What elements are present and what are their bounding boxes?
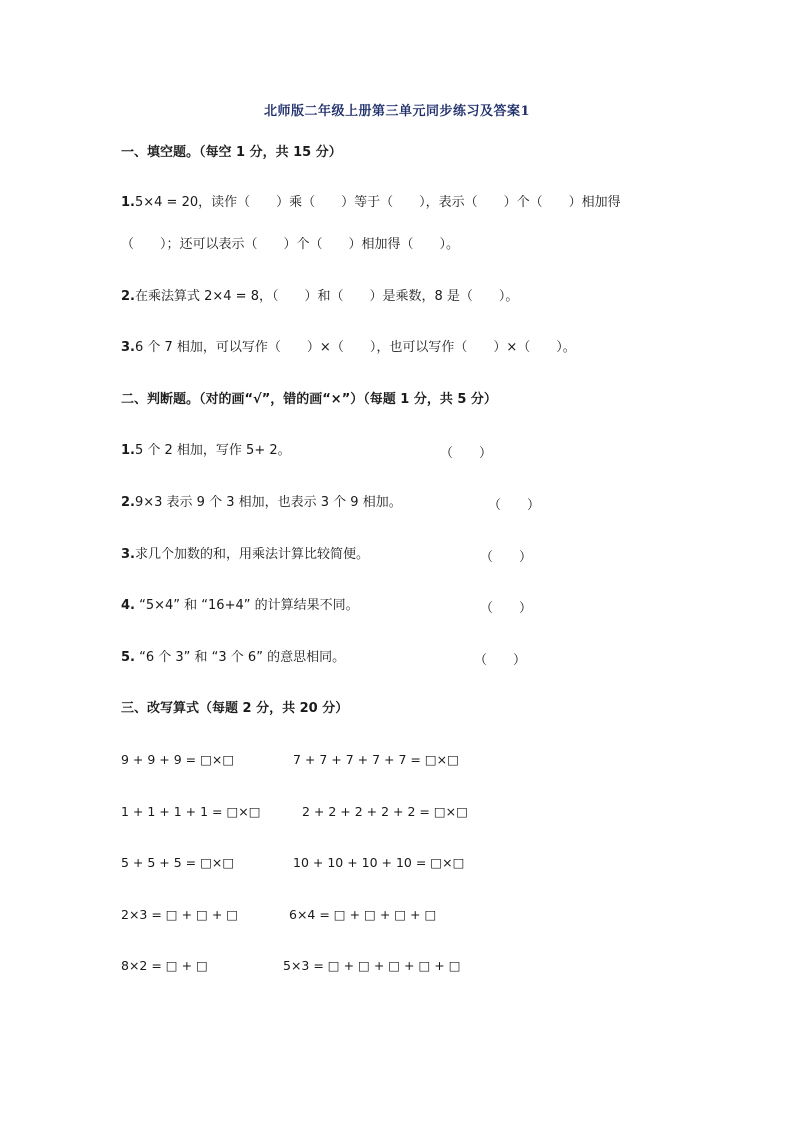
judge-item-4 [121,597,359,615]
question-text: “6 个 3” 和 “3 个 6” 的意思相同。 [134,650,346,665]
question-number: 5. [121,650,135,665]
answer-bracket: （ ） [480,601,533,616]
question-number: 1. [121,195,135,210]
question-text: 5×4 = 20，读作（ ）乘（ ）等于（ ），表示（ ）个（ ）相加得 [134,195,621,210]
answer-bracket: （ ） [480,550,533,565]
answer-bracket: （ ） [440,446,493,461]
question-number: 3. [121,340,135,355]
rewrite-expression: 2 + 2 + 2 + 2 + 2 = □×□ [302,804,468,819]
rewrite-expression: 5×3 = □ + □ + □ + □ + □ [283,958,461,973]
judge-item-2 [121,494,402,512]
question-3 [121,339,576,357]
section-heading-fill-in: 一、填空题。（每空 1 分，共 15 分） [121,145,342,160]
question-1-line-b: （ ）；还可以表示（ ）个（ ）相加得（ ）。 [121,237,460,252]
answer-bracket: （ ） [474,653,527,668]
section-heading-judge: 二、判断题。（对的画“√”，错的画“×”）（每题 1 分，共 5 分） [121,392,497,407]
rewrite-expression: 5 + 5 + 5 = □×□ [121,855,235,870]
judge-item-5 [121,649,345,667]
question-text: 6 个 7 相加，可以写作（ ）×（ ），也可以写作（ ）×（ ）。 [134,340,576,355]
section-heading-rewrite: 三、改写算式（每题 2 分，共 20 分） [121,701,349,716]
rewrite-expression: 8×2 = □ + □ [121,958,208,973]
question-number: 1. [121,443,135,458]
question-text: 5 个 2 相加，写作 5+ 2。 [134,443,291,458]
question-text: 求几个加数的和，用乘法计算比较简便。 [134,547,369,562]
question-number: 4. [121,598,135,613]
rewrite-expression: 6×4 = □ + □ + □ + □ [289,907,437,922]
rewrite-expression: 2×3 = □ + □ + □ [121,907,239,922]
rewrite-expression: 1 + 1 + 1 + 1 = □×□ [121,804,261,819]
judge-item-3 [121,546,369,564]
question-text: 9×3 表示 9 个 3 相加，也表示 3 个 9 相加。 [134,495,402,510]
question-2 [121,288,518,306]
answer-bracket: （ ） [488,498,541,513]
page-title: 北师版二年级上册第三单元同步练习及答案1 [263,104,531,119]
question-number: 3. [121,547,135,562]
question-1-line-a [121,194,621,212]
judge-item-1 [121,442,291,460]
rewrite-expression: 9 + 9 + 9 = □×□ [121,752,235,767]
rewrite-expression: 7 + 7 + 7 + 7 + 7 = □×□ [293,752,459,767]
question-text: “5×4” 和 “16+4” 的计算结果不同。 [134,598,359,613]
rewrite-expression: 10 + 10 + 10 + 10 = □×□ [293,855,465,870]
question-number: 2. [121,289,135,304]
question-number: 2. [121,495,135,510]
question-text: 在乘法算式 2×4 = 8，（ ）和（ ）是乘数，8 是（ ）。 [134,289,519,304]
